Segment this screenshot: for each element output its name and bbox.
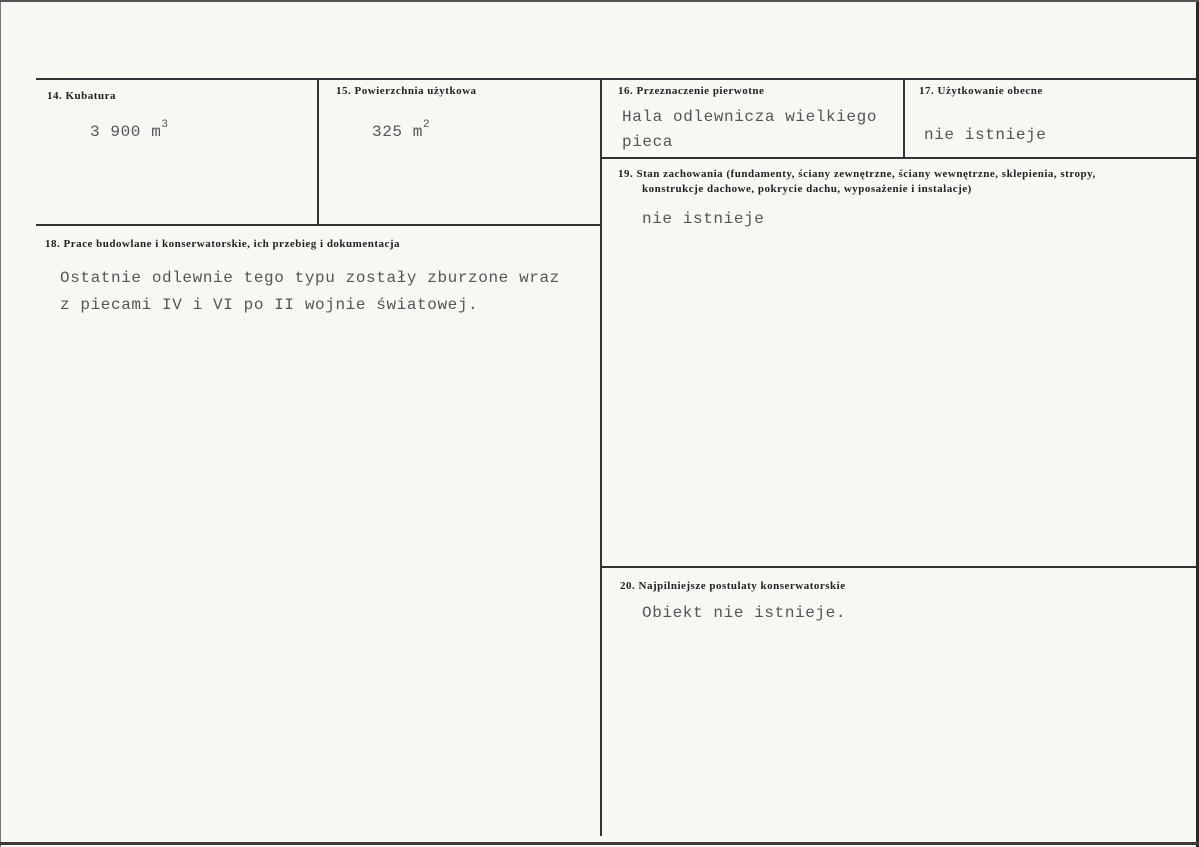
field-17-value: nie istnieje bbox=[924, 126, 1047, 144]
field-14-label: 14. Kubatura bbox=[47, 90, 116, 102]
field-16-label: 16. Przeznaczenie pierwotne bbox=[618, 85, 765, 97]
field-14-exponent: 3 bbox=[161, 119, 169, 131]
field-16-line1: Hala odlewnicza wielkiego bbox=[622, 108, 878, 126]
field-15-label: 15. Powierzchnia użytkowa bbox=[336, 85, 477, 97]
field-18-line1: Ostatnie odlewnie tego typu zostały zburzone wraz bbox=[60, 269, 560, 287]
field-14-number: 3 900 m bbox=[90, 123, 162, 141]
field-15-exponent: 2 bbox=[423, 119, 431, 131]
field-14-value bbox=[90, 118, 169, 146]
field-19-label-line2: konstrukcje dachowe, pokrycie dachu, wyposażenie i instalacje) bbox=[642, 183, 972, 195]
field-15-value bbox=[372, 118, 430, 146]
field-20-value: Obiekt nie istnieje. bbox=[642, 604, 847, 622]
border-under-14-15 bbox=[36, 224, 602, 226]
scan-edge-left bbox=[0, 2, 1, 847]
divider-14-15 bbox=[317, 78, 319, 226]
field-17-label: 17. Użytkowanie obecne bbox=[919, 85, 1043, 97]
divider-16-17 bbox=[903, 78, 905, 158]
border-under-19 bbox=[601, 566, 1198, 568]
divider-main bbox=[600, 78, 602, 836]
field-18-label: 18. Prace budowlane i konserwatorskie, ich przebieg i dokumentacja bbox=[45, 238, 401, 250]
field-19-value: nie istnieje bbox=[642, 210, 765, 228]
top-row-border bbox=[36, 78, 1198, 80]
field-19-label-line1: 19. Stan zachowania (fundamenty, ściany zewnętrzne, ściany wewnętrzne, sklepienia, stropy, bbox=[618, 168, 1096, 180]
field-20-label: 20. Najpilniejsze postulaty konserwatorskie bbox=[620, 580, 846, 592]
field-18-line2: z piecami IV i VI po II wojnie światowej. bbox=[60, 296, 479, 314]
border-under-16-17 bbox=[601, 157, 1198, 159]
field-15-number: 325 m bbox=[372, 123, 424, 141]
field-16-line2: pieca bbox=[622, 133, 674, 151]
